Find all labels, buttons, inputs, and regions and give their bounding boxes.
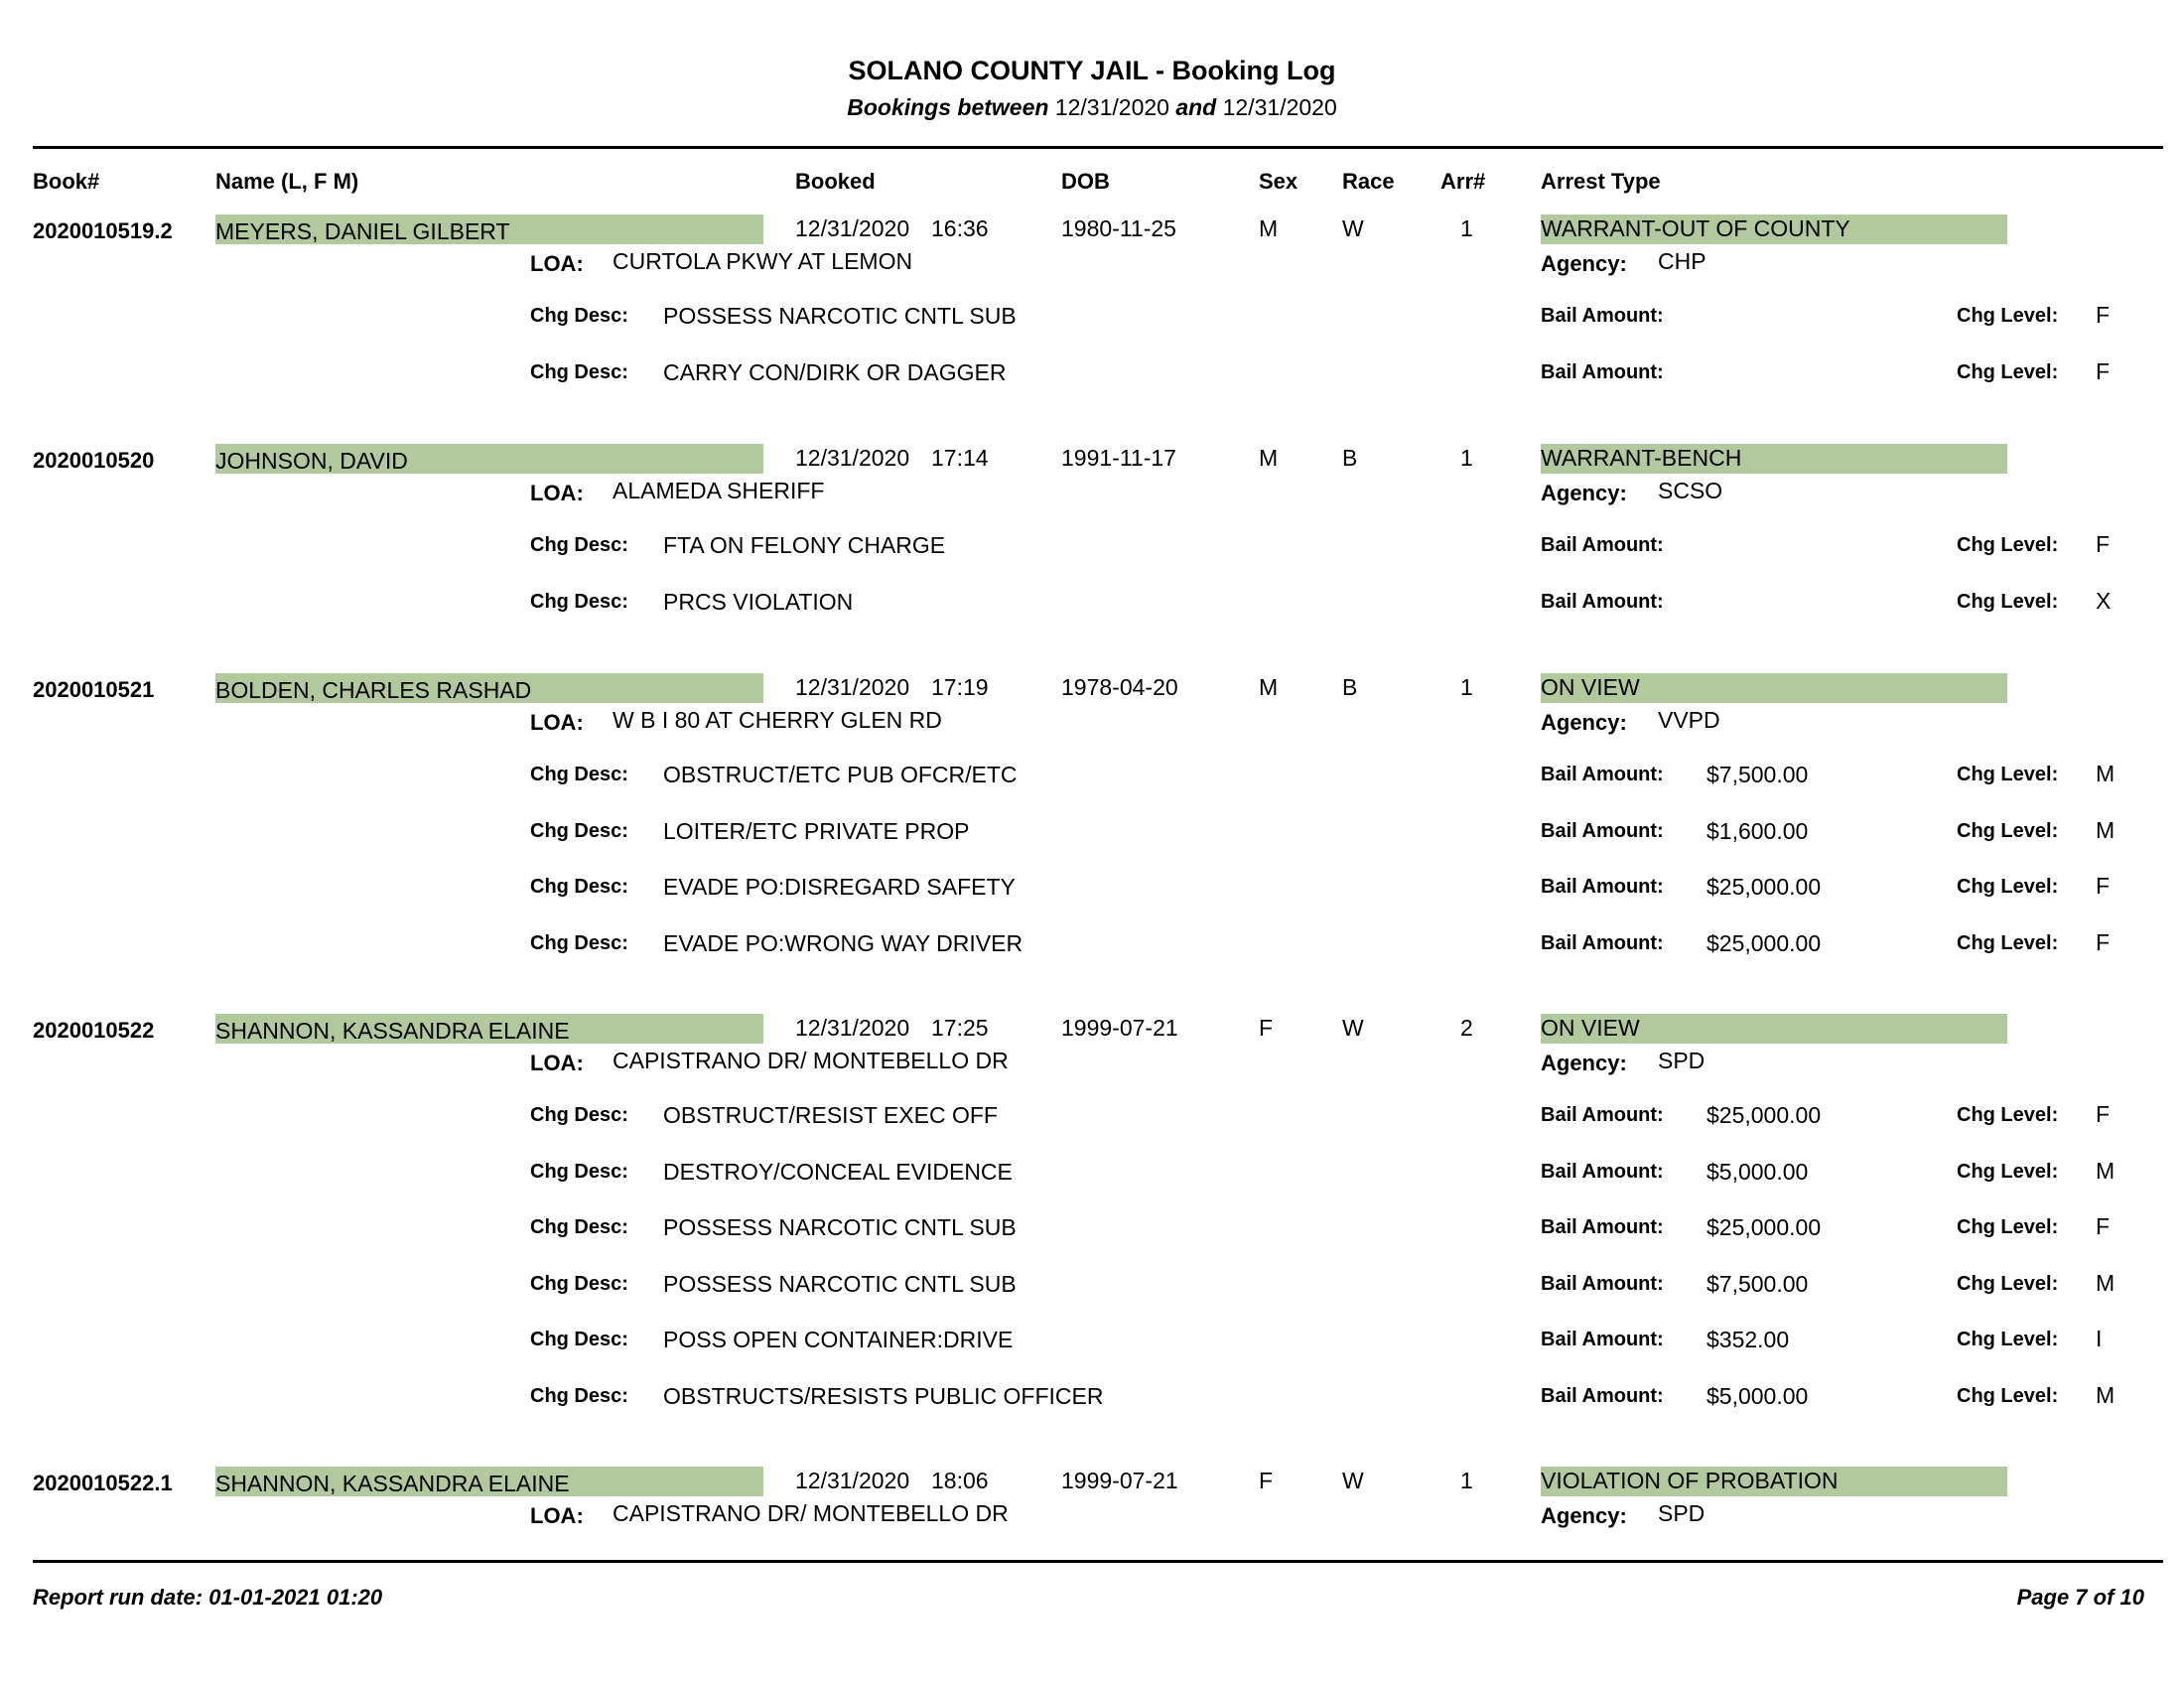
sex: M: [1259, 674, 1279, 700]
book-number: 2020010519.2: [33, 218, 173, 243]
arrest-type: ON VIEW: [1541, 674, 1640, 700]
date-of-birth: 1978-04-20: [1061, 674, 1178, 700]
page-number: Page 7 of 10: [2016, 1585, 2144, 1610]
race: B: [1342, 674, 1358, 700]
race: B: [1342, 445, 1358, 471]
charge-description: POSSESS NARCOTIC CNTL SUB: [663, 1271, 1017, 1297]
col-race: Race: [1342, 169, 1395, 194]
charge-description: OBSTRUCTS/RESISTS PUBLIC OFFICER: [663, 1383, 1104, 1409]
col-arr: Arr#: [1440, 169, 1486, 194]
charge-level: F: [2096, 531, 2111, 557]
report-subtitle: [0, 94, 2184, 121]
loa-label: LOA:: [530, 1051, 584, 1075]
book-number: 2020010521: [33, 677, 155, 702]
arrest-type: VIOLATION OF PROBATION: [1541, 1468, 1839, 1493]
location-of-arrest: CURTOLA PKWY AT LEMON: [613, 248, 913, 274]
book-number: 2020010520: [33, 448, 155, 473]
subtitle-prefix: Bookings between: [847, 94, 1049, 120]
charge-level: F: [2096, 873, 2111, 899]
date-of-birth: 1980-11-25: [1061, 215, 1176, 241]
location-of-arrest: W B I 80 AT CHERRY GLEN RD: [613, 707, 942, 733]
charge-description: FTA ON FELONY CHARGE: [663, 532, 946, 558]
charge-level-label: Chg Level:: [1957, 1216, 2059, 1238]
agency-label: Agency:: [1541, 710, 1627, 735]
charge-desc-label: Chg Desc:: [530, 305, 628, 327]
charge-level-label: Chg Level:: [1957, 764, 2059, 785]
subtitle-and: and: [1175, 94, 1217, 120]
inmate-name: SHANNON, KASSANDRA ELAINE: [215, 1018, 570, 1044]
arrest-number: 1: [1460, 215, 1473, 241]
charge-level: M: [2096, 1158, 2116, 1184]
bail-amount-label: Bail Amount:: [1541, 591, 1664, 613]
booked-date: 12/31/2020: [795, 215, 910, 241]
loa-label: LOA:: [530, 481, 584, 505]
col-sex: Sex: [1259, 169, 1298, 194]
arrest-number: 2: [1460, 1015, 1473, 1041]
charge-level-label: Chg Level:: [1957, 932, 2059, 954]
charge-level-label: Chg Level:: [1957, 534, 2059, 556]
charge-description: POSSESS NARCOTIC CNTL SUB: [663, 1214, 1017, 1240]
date-of-birth: 1999-07-21: [1061, 1015, 1178, 1041]
loa-label: LOA:: [530, 1503, 584, 1528]
booked-date: 12/31/2020: [795, 674, 910, 700]
charge-level: F: [2096, 1213, 2111, 1239]
bail-amount-label: Bail Amount:: [1541, 534, 1664, 556]
loa-label: LOA:: [530, 710, 584, 735]
inmate-name: MEYERS, DANIEL GILBERT: [215, 218, 510, 244]
charge-desc-label: Chg Desc:: [530, 1104, 628, 1126]
charge-description: PRCS VIOLATION: [663, 589, 854, 615]
bail-amount-label: Bail Amount:: [1541, 361, 1664, 383]
inmate-name: SHANNON, KASSANDRA ELAINE: [215, 1471, 570, 1496]
bail-amount-label: Bail Amount:: [1541, 876, 1664, 898]
agency: CHP: [1658, 248, 1706, 274]
charge-level-label: Chg Level:: [1957, 361, 2059, 383]
sex: F: [1259, 1468, 1274, 1493]
bail-amount-label: Bail Amount:: [1541, 305, 1664, 327]
bail-amount: $25,000.00: [1706, 874, 1822, 900]
charge-description: POSS OPEN CONTAINER:DRIVE: [663, 1327, 1014, 1352]
top-divider: [33, 146, 2163, 149]
bail-amount-label: Bail Amount:: [1541, 1273, 1664, 1295]
bail-amount: $7,500.00: [1706, 1271, 1809, 1297]
arrest-number: 1: [1460, 445, 1473, 471]
charge-level: F: [2096, 302, 2111, 328]
arrest-number: 1: [1460, 1468, 1473, 1493]
bail-amount-label: Bail Amount:: [1541, 1385, 1664, 1407]
charge-description: CARRY CON/DIRK OR DAGGER: [663, 359, 1007, 385]
charge-level-label: Chg Level:: [1957, 1329, 2059, 1350]
agency-label: Agency:: [1541, 1503, 1627, 1528]
arrest-type: WARRANT-OUT OF COUNTY: [1541, 215, 1850, 241]
charge-desc-label: Chg Desc:: [530, 764, 628, 785]
charge-level-label: Chg Level:: [1957, 1385, 2059, 1407]
bail-amount: $352.00: [1706, 1327, 1790, 1352]
date-of-birth: 1991-11-17: [1061, 445, 1176, 471]
charge-level: F: [2096, 358, 2111, 384]
charge-level: M: [2096, 761, 2116, 786]
charge-desc-label: Chg Desc:: [530, 1161, 628, 1183]
charge-description: LOITER/ETC PRIVATE PROP: [663, 818, 970, 844]
agency-label: Agency:: [1541, 481, 1627, 505]
bail-amount-label: Bail Amount:: [1541, 1104, 1664, 1126]
race: W: [1342, 1015, 1364, 1041]
charge-desc-label: Chg Desc:: [530, 1273, 628, 1295]
booked-time: 17:25: [931, 1015, 989, 1041]
arrest-type: ON VIEW: [1541, 1015, 1640, 1041]
location-of-arrest: CAPISTRANO DR/ MONTEBELLO DR: [613, 1500, 1009, 1526]
charge-level-label: Chg Level:: [1957, 591, 2059, 613]
booked-time: 16:36: [931, 215, 989, 241]
inmate-name: JOHNSON, DAVID: [215, 448, 408, 474]
agency-label: Agency:: [1541, 251, 1627, 276]
bail-amount-label: Bail Amount:: [1541, 764, 1664, 785]
agency: SPD: [1658, 1048, 1706, 1073]
charge-description: EVADE PO:WRONG WAY DRIVER: [663, 930, 1024, 956]
charge-desc-label: Chg Desc:: [530, 361, 628, 383]
charge-level: I: [2096, 1326, 2103, 1351]
charge-description: EVADE PO:DISREGARD SAFETY: [663, 874, 1016, 900]
arrest-number: 1: [1460, 674, 1473, 700]
bail-amount-label: Bail Amount:: [1541, 1161, 1664, 1183]
sex: F: [1259, 1015, 1274, 1041]
bail-amount-label: Bail Amount:: [1541, 932, 1664, 954]
charge-level-label: Chg Level:: [1957, 820, 2059, 842]
charge-desc-label: Chg Desc:: [530, 1216, 628, 1238]
race: W: [1342, 1468, 1364, 1493]
col-book: Book#: [33, 169, 100, 194]
bail-amount: $25,000.00: [1706, 1214, 1822, 1240]
charge-level-label: Chg Level:: [1957, 876, 2059, 898]
booked-date: 12/31/2020: [795, 1468, 910, 1493]
bail-amount: $25,000.00: [1706, 1102, 1822, 1128]
booked-time: 17:14: [931, 445, 989, 471]
bail-amount-label: Bail Amount:: [1541, 1329, 1664, 1350]
sex: M: [1259, 215, 1279, 241]
date-of-birth: 1999-07-21: [1061, 1468, 1178, 1493]
loa-label: LOA:: [530, 251, 584, 276]
charge-level: F: [2096, 1101, 2111, 1127]
book-number: 2020010522.1: [33, 1471, 173, 1495]
col-booked: Booked: [795, 169, 876, 194]
charge-desc-label: Chg Desc:: [530, 820, 628, 842]
col-arrest-type: Arrest Type: [1541, 169, 1661, 194]
bail-amount: $5,000.00: [1706, 1159, 1809, 1185]
date-from: 12/31/2020: [1054, 94, 1169, 120]
location-of-arrest: ALAMEDA SHERIFF: [613, 478, 825, 503]
charge-level-label: Chg Level:: [1957, 1273, 2059, 1295]
charge-desc-label: Chg Desc:: [530, 1329, 628, 1350]
agency: VVPD: [1658, 707, 1720, 733]
col-name: Name (L, F M): [215, 169, 359, 194]
agency: SCSO: [1658, 478, 1723, 503]
booked-time: 17:19: [931, 674, 989, 700]
charge-level: X: [2096, 588, 2112, 614]
bail-amount: $7,500.00: [1706, 762, 1809, 787]
col-dob: DOB: [1061, 169, 1110, 194]
date-to: 12/31/2020: [1222, 94, 1337, 120]
charge-level-label: Chg Level:: [1957, 1104, 2059, 1126]
charge-description: DESTROY/CONCEAL EVIDENCE: [663, 1159, 1013, 1185]
inmate-name: BOLDEN, CHARLES RASHAD: [215, 677, 532, 703]
bottom-divider: [33, 1560, 2163, 1563]
booked-date: 12/31/2020: [795, 445, 910, 471]
race: W: [1342, 215, 1364, 241]
charge-desc-label: Chg Desc:: [530, 876, 628, 898]
report-title: SOLANO COUNTY JAIL - Booking Log: [848, 56, 1336, 85]
charge-desc-label: Chg Desc:: [530, 591, 628, 613]
bail-amount-label: Bail Amount:: [1541, 820, 1664, 842]
booked-date: 12/31/2020: [795, 1015, 910, 1041]
charge-level: F: [2096, 929, 2111, 955]
bail-amount: $1,600.00: [1706, 818, 1809, 844]
run-date: Report run date: 01-01-2021 01:20: [33, 1585, 383, 1610]
charge-level: M: [2096, 1382, 2116, 1408]
bail-amount: $25,000.00: [1706, 930, 1822, 956]
agency: SPD: [1658, 1500, 1706, 1526]
charge-description: OBSTRUCT/ETC PUB OFCR/ETC: [663, 762, 1018, 787]
bail-amount: $5,000.00: [1706, 1383, 1809, 1409]
charge-level: M: [2096, 1270, 2116, 1296]
agency-label: Agency:: [1541, 1051, 1627, 1075]
charge-level: M: [2096, 817, 2116, 843]
charge-description: POSSESS NARCOTIC CNTL SUB: [663, 303, 1017, 329]
charge-level-label: Chg Level:: [1957, 1161, 2059, 1183]
location-of-arrest: CAPISTRANO DR/ MONTEBELLO DR: [613, 1048, 1009, 1073]
sex: M: [1259, 445, 1279, 471]
charge-level-label: Chg Level:: [1957, 305, 2059, 327]
bail-amount-label: Bail Amount:: [1541, 1216, 1664, 1238]
arrest-type: WARRANT-BENCH: [1541, 445, 1742, 471]
charge-description: OBSTRUCT/RESIST EXEC OFF: [663, 1102, 998, 1128]
charge-desc-label: Chg Desc:: [530, 534, 628, 556]
booked-time: 18:06: [931, 1468, 989, 1493]
charge-desc-label: Chg Desc:: [530, 1385, 628, 1407]
charge-desc-label: Chg Desc:: [530, 932, 628, 954]
book-number: 2020010522: [33, 1018, 155, 1043]
